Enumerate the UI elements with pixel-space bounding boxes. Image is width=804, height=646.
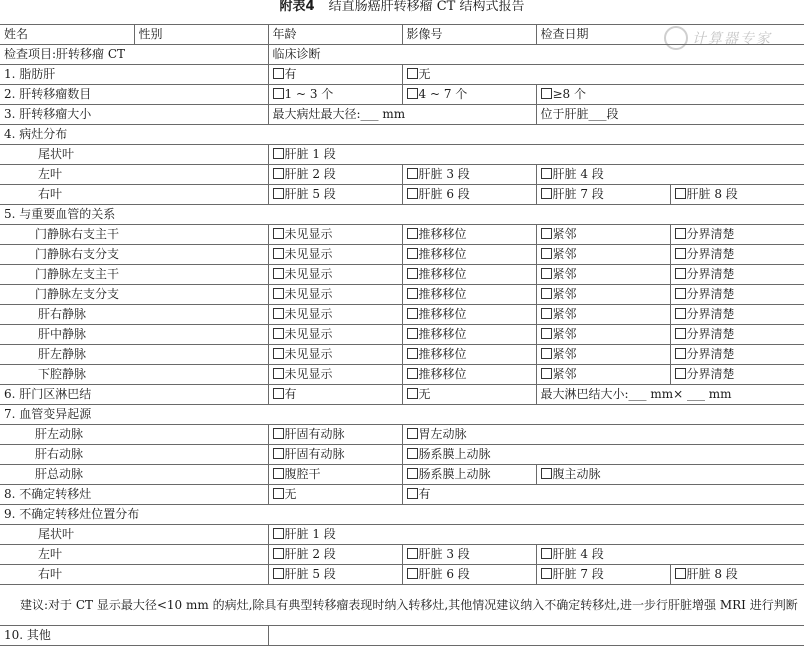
vessel-row <box>0 305 804 325</box>
checkbox[interactable] <box>273 448 284 459</box>
sex-label: 性别 <box>134 25 268 45</box>
checkbox[interactable] <box>273 88 284 99</box>
option-label: 推移移位 <box>418 227 467 241</box>
option-cell[interactable] <box>670 565 804 585</box>
checkbox[interactable] <box>675 288 686 299</box>
vessel-row <box>0 345 804 365</box>
option-label: 肝固有动脉 <box>284 447 345 461</box>
title-prefix: 附表4 <box>279 0 315 14</box>
checkbox[interactable] <box>541 88 552 99</box>
table-row <box>0 165 804 185</box>
checkbox[interactable] <box>541 328 552 339</box>
option-cell[interactable] <box>402 285 536 305</box>
option-cell[interactable] <box>268 565 402 585</box>
table-row <box>0 25 804 45</box>
checkbox[interactable] <box>273 388 284 399</box>
option-label: 推移移位 <box>418 307 467 321</box>
option-label: 肝脏 6 段 <box>418 187 470 201</box>
table-row <box>0 445 804 465</box>
vessel-label: 肝中静脉 <box>0 325 268 345</box>
option-cell[interactable] <box>402 365 536 385</box>
option-cell[interactable] <box>402 265 536 285</box>
checkbox[interactable] <box>273 468 284 479</box>
section-heading: 5. 与重要血管的关系 <box>0 205 804 225</box>
option-cell[interactable] <box>670 325 804 345</box>
table-row <box>0 65 804 85</box>
checkbox[interactable] <box>273 188 284 199</box>
checkbox[interactable] <box>273 228 284 239</box>
vessel-row <box>0 265 804 285</box>
checkbox[interactable] <box>675 268 686 279</box>
option-cell[interactable] <box>670 305 804 325</box>
option-cell[interactable] <box>402 185 536 205</box>
option-cell[interactable] <box>268 425 402 445</box>
option-cell[interactable] <box>536 545 804 565</box>
option-label: 紧邻 <box>552 227 577 241</box>
checkbox[interactable] <box>407 548 418 559</box>
option-label: 1 ~ 3 个 <box>284 87 334 101</box>
section-heading: 4. 病灶分布 <box>0 125 804 145</box>
checkbox[interactable] <box>541 548 552 559</box>
metastasis-count-label: 2. 肝转移瘤数目 <box>0 85 268 105</box>
option-cell[interactable] <box>268 485 402 505</box>
section-heading: 7. 血管变异起源 <box>0 405 804 425</box>
table-row <box>0 105 804 125</box>
option-cell[interactable] <box>670 265 804 285</box>
vessel-row <box>0 245 804 265</box>
checkbox[interactable] <box>273 488 284 499</box>
name-label: 姓名 <box>0 25 134 45</box>
option-label: 有 <box>284 67 297 81</box>
option-label: 肝脏 6 段 <box>418 567 470 581</box>
option-label: 肝脏 8 段 <box>686 567 738 581</box>
checkbox[interactable] <box>273 528 284 539</box>
vessel-label: 门静脉左支主干 <box>0 265 268 285</box>
option-label: 分界清楚 <box>686 347 735 361</box>
option-cell[interactable] <box>268 285 402 305</box>
checkbox[interactable] <box>407 488 418 499</box>
row-label: 左叶 <box>0 165 268 185</box>
option-label: 肝脏 8 段 <box>686 187 738 201</box>
checkbox[interactable] <box>273 328 284 339</box>
vessel-label: 门静脉右支主干 <box>0 225 268 245</box>
option-cell[interactable] <box>536 365 670 385</box>
option-label: 紧邻 <box>552 267 577 281</box>
checkbox[interactable] <box>541 288 552 299</box>
checkbox[interactable] <box>407 308 418 319</box>
row-label: 左叶 <box>0 545 268 565</box>
row-label: 肝总动脉 <box>0 465 268 485</box>
table-row <box>0 565 804 585</box>
row-label: 尾状叶 <box>0 525 268 545</box>
option-label: 分界清楚 <box>686 227 735 241</box>
option-cell[interactable] <box>402 65 804 85</box>
checkbox[interactable] <box>541 468 552 479</box>
checkbox[interactable] <box>273 248 284 259</box>
option-cell[interactable] <box>536 85 804 105</box>
option-cell[interactable] <box>670 225 804 245</box>
checkbox[interactable] <box>407 68 418 79</box>
option-cell[interactable] <box>536 325 670 345</box>
max-lymph-node-size-field[interactable]: 最大淋巴结大小:___ mm× ___ mm <box>536 385 804 405</box>
option-cell[interactable] <box>402 545 536 565</box>
option-label: 肝脏 7 段 <box>552 567 604 581</box>
option-label: 肝脏 1 段 <box>284 147 336 161</box>
option-cell[interactable] <box>402 305 536 325</box>
checkbox[interactable] <box>541 308 552 319</box>
option-label: 未见显示 <box>284 347 333 361</box>
option-label: 有 <box>284 387 297 401</box>
exam-date-label: 检查日期 <box>536 25 804 45</box>
option-cell[interactable] <box>402 485 804 505</box>
option-cell[interactable] <box>268 345 402 365</box>
vessel-row <box>0 285 804 305</box>
option-cell[interactable] <box>268 385 402 405</box>
table-row <box>0 85 804 105</box>
table-row <box>0 125 804 145</box>
checkbox[interactable] <box>541 268 552 279</box>
checkbox[interactable] <box>541 168 552 179</box>
fatty-liver-label: 1. 脂肪肝 <box>0 65 268 85</box>
option-label: 紧邻 <box>552 347 577 361</box>
option-label: 紧邻 <box>552 307 577 321</box>
option-label: 肝脏 4 段 <box>552 547 604 561</box>
checkbox[interactable] <box>675 568 686 579</box>
checkbox[interactable] <box>541 568 552 579</box>
row-label: 右叶 <box>0 185 268 205</box>
option-cell[interactable] <box>268 465 402 485</box>
option-label: 肝脏 5 段 <box>284 567 336 581</box>
uncertain-metastasis-label: 8. 不确定转移灶 <box>0 485 268 505</box>
option-cell[interactable] <box>536 305 670 325</box>
option-cell[interactable] <box>536 245 670 265</box>
option-label: 肝脏 2 段 <box>284 547 336 561</box>
option-cell[interactable] <box>268 65 402 85</box>
checkbox[interactable] <box>407 428 418 439</box>
option-label: 肝脏 7 段 <box>552 187 604 201</box>
checkbox[interactable] <box>407 288 418 299</box>
option-label: 4 ~ 7 个 <box>418 87 468 101</box>
option-label: 紧邻 <box>552 327 577 341</box>
checkbox[interactable] <box>407 188 418 199</box>
option-cell[interactable] <box>536 265 670 285</box>
report-table <box>0 24 804 646</box>
option-label: 肝脏 2 段 <box>284 167 336 181</box>
lesion-segment-field[interactable]: 位于肝脏___段 <box>536 105 804 125</box>
checkbox[interactable] <box>407 248 418 259</box>
age-label: 年龄 <box>268 25 402 45</box>
option-cell[interactable] <box>670 365 804 385</box>
row-label: 肝右动脉 <box>0 445 268 465</box>
option-label: 紧邻 <box>552 287 577 301</box>
option-cell[interactable] <box>536 465 804 485</box>
option-cell[interactable] <box>536 285 670 305</box>
option-cell[interactable] <box>268 165 402 185</box>
option-label: 无 <box>418 67 431 81</box>
option-label: 肝固有动脉 <box>284 427 345 441</box>
checkbox[interactable] <box>541 368 552 379</box>
option-label: 推移移位 <box>418 267 467 281</box>
option-cell[interactable] <box>268 305 402 325</box>
option-cell[interactable] <box>268 85 402 105</box>
option-label: 推移移位 <box>418 327 467 341</box>
vessel-row <box>0 365 804 385</box>
clinical-diagnosis: 临床诊断 <box>268 45 804 65</box>
checkbox[interactable] <box>407 388 418 399</box>
option-label: 紧邻 <box>552 247 577 261</box>
option-label: 有 <box>418 487 431 501</box>
checkbox[interactable] <box>675 248 686 259</box>
checkbox[interactable] <box>273 148 284 159</box>
vessel-label: 门静脉左支分支 <box>0 285 268 305</box>
table-row <box>0 205 804 225</box>
table-row <box>0 505 804 525</box>
option-label: 分界清楚 <box>686 267 735 281</box>
image-no-label: 影像号 <box>402 25 536 45</box>
table-row <box>0 626 804 646</box>
hilar-lymph-node-label: 6. 肝门区淋巴结 <box>0 385 268 405</box>
option-cell[interactable] <box>268 185 402 205</box>
checkbox[interactable] <box>273 428 284 439</box>
option-cell[interactable] <box>402 385 536 405</box>
option-label: 分界清楚 <box>686 327 735 341</box>
option-cell[interactable] <box>670 245 804 265</box>
option-cell[interactable] <box>670 285 804 305</box>
option-cell[interactable] <box>536 345 670 365</box>
option-label: 肝脏 4 段 <box>552 167 604 181</box>
table-row <box>0 585 804 626</box>
note-text: 建议:对于 CT 显示最大径<10 mm 的病灶,除具有典型转移瘤表现时纳入转移灶,其他情况建议纳入不确定转移灶,进一步行肝脏增强 MRI 进行判断 <box>20 598 798 612</box>
option-label: 肝脏 1 段 <box>284 527 336 541</box>
option-label: 未见显示 <box>284 247 333 261</box>
option-label: 无 <box>284 487 297 501</box>
option-cell[interactable] <box>268 325 402 345</box>
checkbox[interactable] <box>273 168 284 179</box>
vessel-label: 门静脉右支分支 <box>0 245 268 265</box>
option-cell[interactable] <box>402 225 536 245</box>
metastasis-size-label: 3. 肝转移瘤大小 <box>0 105 268 125</box>
option-cell[interactable] <box>402 425 804 445</box>
option-label: 推移移位 <box>418 287 467 301</box>
checkbox[interactable] <box>273 308 284 319</box>
option-cell[interactable] <box>536 565 670 585</box>
checkbox[interactable] <box>675 348 686 359</box>
recommendation-note <box>0 585 804 626</box>
option-label: 未见显示 <box>284 367 333 381</box>
option-label: 无 <box>418 387 431 401</box>
option-cell[interactable] <box>268 145 804 165</box>
checkbox[interactable] <box>273 68 284 79</box>
checkbox[interactable] <box>675 228 686 239</box>
option-label: 未见显示 <box>284 307 333 321</box>
option-label: 肠系膜上动脉 <box>418 447 491 461</box>
checkbox[interactable] <box>273 568 284 579</box>
checkbox[interactable] <box>407 568 418 579</box>
option-label: 分界清楚 <box>686 367 735 381</box>
option-label: 腹腔干 <box>284 467 321 481</box>
option-label: 未见显示 <box>284 267 333 281</box>
checkbox[interactable] <box>541 228 552 239</box>
option-cell[interactable] <box>670 345 804 365</box>
checkbox[interactable] <box>675 188 686 199</box>
option-cell[interactable] <box>536 185 670 205</box>
checkbox[interactable] <box>541 188 552 199</box>
table-row <box>0 525 804 545</box>
table-row <box>0 385 804 405</box>
row-label: 右叶 <box>0 565 268 585</box>
option-label: 肝脏 3 段 <box>418 547 470 561</box>
option-cell[interactable] <box>536 165 804 185</box>
checkbox[interactable] <box>273 368 284 379</box>
option-cell[interactable] <box>402 465 536 485</box>
vessel-label: 肝右静脉 <box>0 305 268 325</box>
table-row <box>0 405 804 425</box>
row-label: 尾状叶 <box>0 145 268 165</box>
vessel-label: 肝左静脉 <box>0 345 268 365</box>
option-label: 肝脏 3 段 <box>418 167 470 181</box>
option-label: 腹主动脉 <box>552 467 601 481</box>
checkbox[interactable] <box>273 288 284 299</box>
row-label: 肝左动脉 <box>0 425 268 445</box>
option-label: 未见显示 <box>284 327 333 341</box>
vessel-label: 下腔静脉 <box>0 365 268 385</box>
option-cell[interactable] <box>402 345 536 365</box>
table-row <box>0 465 804 485</box>
option-label: 未见显示 <box>284 227 333 241</box>
checkbox[interactable] <box>541 248 552 259</box>
option-cell[interactable] <box>536 225 670 245</box>
max-lesion-diameter-field[interactable]: 最大病灶最大径:___ mm <box>268 105 536 125</box>
option-label: 分界清楚 <box>686 307 735 321</box>
checkbox[interactable] <box>273 348 284 359</box>
option-cell[interactable] <box>268 365 402 385</box>
option-label: 分界清楚 <box>686 247 735 261</box>
option-cell[interactable] <box>402 565 536 585</box>
option-cell[interactable] <box>402 165 536 185</box>
checkbox[interactable] <box>407 88 418 99</box>
option-label: 未见显示 <box>284 287 333 301</box>
table-row <box>0 545 804 565</box>
title-text: 结直肠癌肝转移瘤 CT 结构式报告 <box>328 0 525 14</box>
option-label: 肝脏 5 段 <box>284 187 336 201</box>
option-label: 推移移位 <box>418 367 467 381</box>
section-heading: 9. 不确定转移灶位置分布 <box>0 505 804 525</box>
other-label: 10. 其他 <box>0 626 268 646</box>
option-label: 推移移位 <box>418 247 467 261</box>
table-row <box>0 425 804 445</box>
option-label: 分界清楚 <box>686 287 735 301</box>
option-cell[interactable] <box>402 325 536 345</box>
option-cell[interactable] <box>268 265 402 285</box>
option-cell[interactable] <box>402 245 536 265</box>
checkbox[interactable] <box>675 328 686 339</box>
checkbox[interactable] <box>407 368 418 379</box>
checkbox[interactable] <box>407 448 418 459</box>
checkbox[interactable] <box>675 308 686 319</box>
table-row <box>0 145 804 165</box>
other-field[interactable] <box>268 626 804 646</box>
option-label: ≥8 个 <box>552 87 587 101</box>
vessel-row <box>0 225 804 245</box>
option-cell[interactable] <box>402 85 536 105</box>
table-row <box>0 185 804 205</box>
option-cell[interactable] <box>268 445 402 465</box>
checkbox[interactable] <box>407 168 418 179</box>
option-cell[interactable] <box>268 245 402 265</box>
checkbox[interactable] <box>273 548 284 559</box>
option-cell[interactable] <box>268 545 402 565</box>
checkbox[interactable] <box>407 228 418 239</box>
option-label: 胃左动脉 <box>418 427 467 441</box>
option-cell[interactable] <box>402 445 804 465</box>
checkbox[interactable] <box>541 348 552 359</box>
option-cell[interactable] <box>670 185 804 205</box>
vessel-row <box>0 325 804 345</box>
table-row <box>0 45 804 65</box>
checkbox[interactable] <box>675 368 686 379</box>
option-cell[interactable] <box>268 525 804 545</box>
checkbox[interactable] <box>273 268 284 279</box>
table-row <box>0 485 804 505</box>
checkbox[interactable] <box>407 268 418 279</box>
option-label: 紧邻 <box>552 367 577 381</box>
checkbox[interactable] <box>407 468 418 479</box>
option-cell[interactable] <box>268 225 402 245</box>
option-label: 肠系膜上动脉 <box>418 467 491 481</box>
exam-item: 检查项目:肝转移瘤 CT <box>0 45 268 65</box>
report-title <box>0 0 804 24</box>
checkbox[interactable] <box>407 328 418 339</box>
stamp-text: 计算器专家 <box>692 31 772 47</box>
option-label: 推移移位 <box>418 347 467 361</box>
checkbox[interactable] <box>407 348 418 359</box>
